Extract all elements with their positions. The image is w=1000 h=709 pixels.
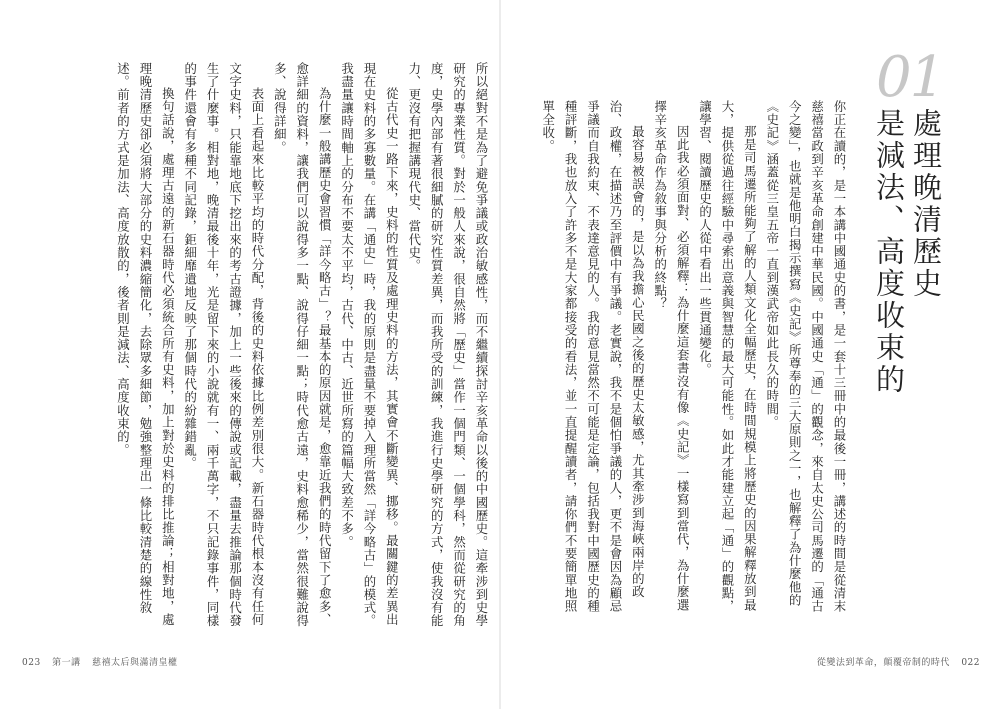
paragraph: 因此我必須面對、必須解釋：為什麼這套書沒有像《史記》一樣寫到當代，為什麼選擇辛亥革命作為敘事與分析的終點？	[652, 100, 691, 612]
paragraph: 為什麼一般講歷史會習慣「詳今略古」？最基本的原因就是，愈靠近我們的時代留下了愈多、愈詳細的資料，讓我們可以說得多一點、說得仔細一點；時代愈古遠，史料愈稀少，當然很難說得多、說得詳細。	[272, 62, 333, 628]
right-page-body	[540, 100, 850, 620]
page-number: 022	[961, 658, 980, 668]
chapter-title-line-2: 是減法、高度收束的	[872, 108, 906, 396]
page-number: 023	[22, 658, 41, 668]
paragraph: 最容易被誤會的，是以為我擔心民國之後的歷史太敏感，尤其牽涉到海峽兩岸的政治、政權，在描述乃至評價中有爭議。老實說，我不是個怕爭議的人，更不是會因為顧忌爭議而自我約束、不表達意見的人。我的意見當然不可能是定論，包括我對中國歷史的種種評斷，我也放入了許多不是大家都接受的看法，並一直提醒讀者，請你們不要簡單地照單全收。	[540, 100, 646, 613]
paragraph: 從古代史一路下來，史料的性質及處理史料的方法，其實會不斷變異、挪移。最關鍵的差異出現在史料的多寡數量。在講「通史」時，我的原則是盡量不要掉入理所當然「詳今略古」的模式。我盡量讓時間軸上的分布不要太不平均，古代、中古、近世所寫的篇幅大致差不多。	[339, 62, 400, 628]
right-folio	[817, 655, 980, 668]
paragraph: 所以絕對不是為了避免爭議或政治敏感性，而不繼續探討辛亥革命以後的中國歷史。這牽涉到史學研究的專業性質。對於一般人來說，很自然將「歷史」當作一個門類、一個學科，然而從研究的角度，史學內部有著很細膩的研究性質差異，而我所受的訓練，我進行史學研究的方式，使我沒有能力、更沒有把握講現代史、當代史。	[406, 62, 489, 628]
left-folio	[22, 655, 185, 668]
running-head: 從變法到革命，顛覆帝制的時代	[816, 658, 950, 668]
paragraph: 表面上看起來比較平均的時代分配，背後的史料依據比例差別很大。新石器時代根本沒有任何文字史料，只能靠地底下挖出來的考古證據，加上一些後來的傳說或記載，盡量去推論那個時代發生了什麼事。相對地，晚清最後十年，光是留下來的小說就有一、兩千萬字，不只記錄事件，同樣的事件還會有多種不同記錄，鉅細靡遺地反映了那個時代的紛雜錯亂。	[182, 62, 265, 628]
chapter-title-line-1: 處理晚清歷史	[909, 108, 943, 300]
paragraph: 換句話說，處理古遠的新石器時代必須統合所有史料，加上對於史料的排比推論；相對地，處理晚清歷史卻必須將大部分的史料濃縮簡化，去除眾多細節，勉強整理出一條比較清楚的線性敘述。前者的方式是加法、高度放散的，後者則是減法、高度收束的。	[115, 62, 176, 626]
left-page-body	[22, 62, 492, 637]
lecture-label: 第一講	[52, 658, 81, 668]
paragraph: 你正在讀的，是一本講中國通史的書，是一套十三冊中的最後一冊，講述的時間是從清末慈禧當政到辛亥革命創建中華民國。中國通史「通」的觀念，來自太史公司馬遷的「通古今之變」，也就是他明白揭示撰寫《史記》所尊奉的三大原則之一，也解釋了為什麼他的《史記》涵蓋從三皇五帝一直到漢武帝如此長久的時間。	[764, 100, 847, 613]
chapter-number: 01	[876, 45, 944, 110]
running-head: 慈禧太后與滿清皇權	[91, 658, 178, 668]
paragraph: 那是司馬遷所能夠了解的人類文化全幅歷史，在時間規模上將歷史的因果解釋放到最大，提供從過往經驗中尋索出意義與智慧的最大可能性。如此才能建立起「通」的觀點，讓學習、閱讀歷史的人從中看出一些貫通變化。	[697, 100, 758, 613]
